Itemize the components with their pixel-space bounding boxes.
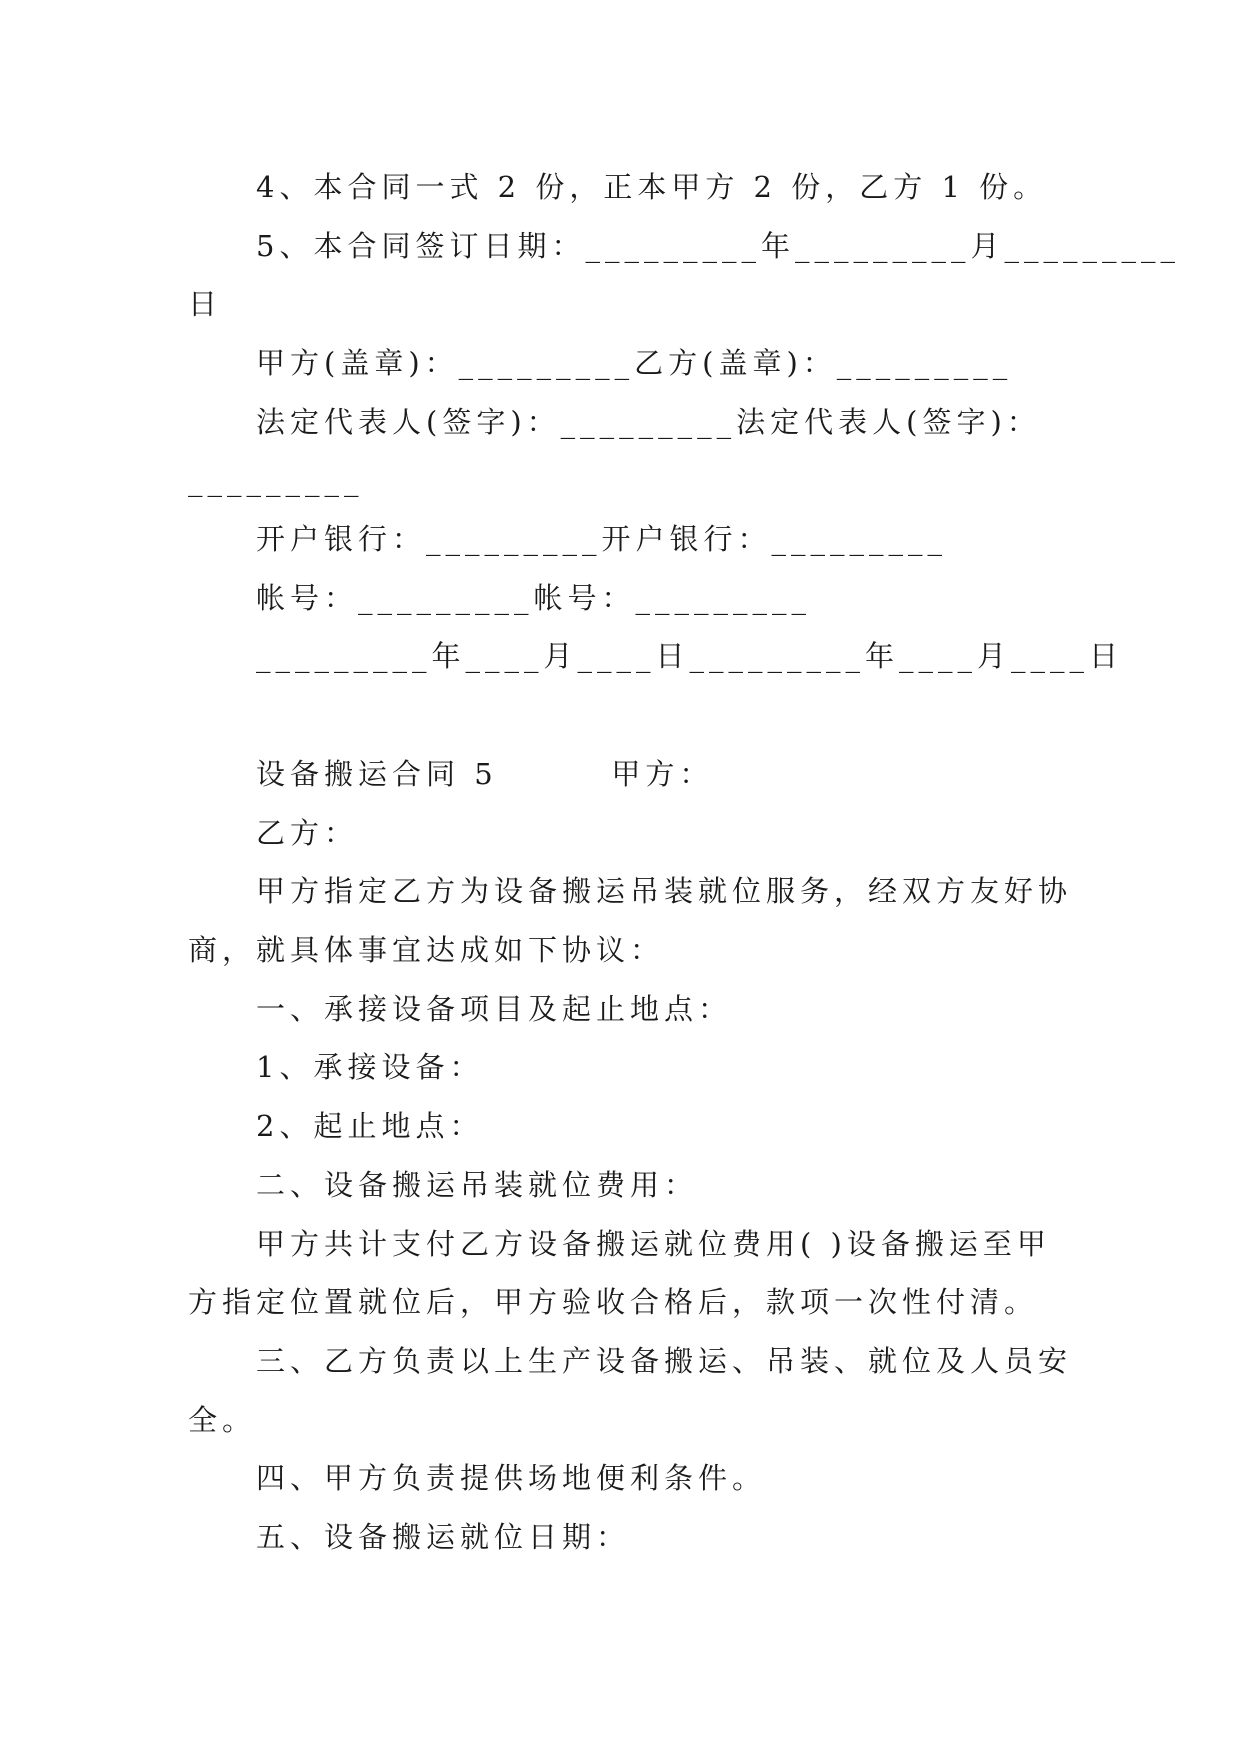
section-three-cont: 全。 — [188, 1403, 257, 1437]
legal-rep-line-cont: _________ — [188, 463, 364, 497]
section-two-heading: 二、设备搬运吊装就位费用： — [256, 1168, 699, 1202]
item-equipment: 1、承接设备： — [256, 1050, 484, 1084]
section-five: 五、设备搬运就位日期： — [256, 1520, 631, 1554]
intro-paragraph: 甲方指定乙方为设备搬运吊装就位服务，经双方友好协 — [256, 874, 1073, 908]
section-one-heading: 一、承接设备项目及起止地点： — [256, 992, 733, 1026]
party-seal-line: 甲方(盖章)：_________乙方(盖章)：_________ — [256, 346, 1013, 380]
legal-rep-line: 法定代表人(签字)：_________法定代表人(签字)： — [256, 405, 1041, 439]
clause-sign-date-cont: 日 — [188, 287, 223, 321]
section-three: 三、乙方负责以上生产设备搬运、吊装、就位及人员安 — [256, 1344, 1073, 1378]
date-line: _________年____月____日_________年____月____日 — [256, 639, 1124, 673]
clause-sign-date: 5、本合同签订日期：_________年_________月_________ — [256, 229, 1180, 263]
account-line: 帐号：_________帐号：_________ — [256, 581, 812, 615]
intro-paragraph-cont: 商，就具体事宜达成如下协议： — [188, 933, 665, 967]
party-b-label: 乙方： — [256, 816, 359, 850]
payment-paragraph: 甲方共计支付乙方设备搬运就位费用( )设备搬运至甲 — [256, 1227, 1051, 1261]
section-four: 四、甲方负责提供场地便利条件。 — [256, 1461, 767, 1495]
clause-copies: 4、本合同一式 2 份，正本甲方 2 份，乙方 1 份。 — [256, 170, 1048, 204]
item-locations: 2、起止地点： — [256, 1109, 484, 1143]
bank-line: 开户银行：_________开户银行：_________ — [256, 522, 948, 556]
contract-title: 设备搬运合同 5 甲方： — [256, 757, 714, 791]
payment-paragraph-cont: 方指定位置就位后，甲方验收合格后，款项一次性付清。 — [188, 1285, 1039, 1319]
